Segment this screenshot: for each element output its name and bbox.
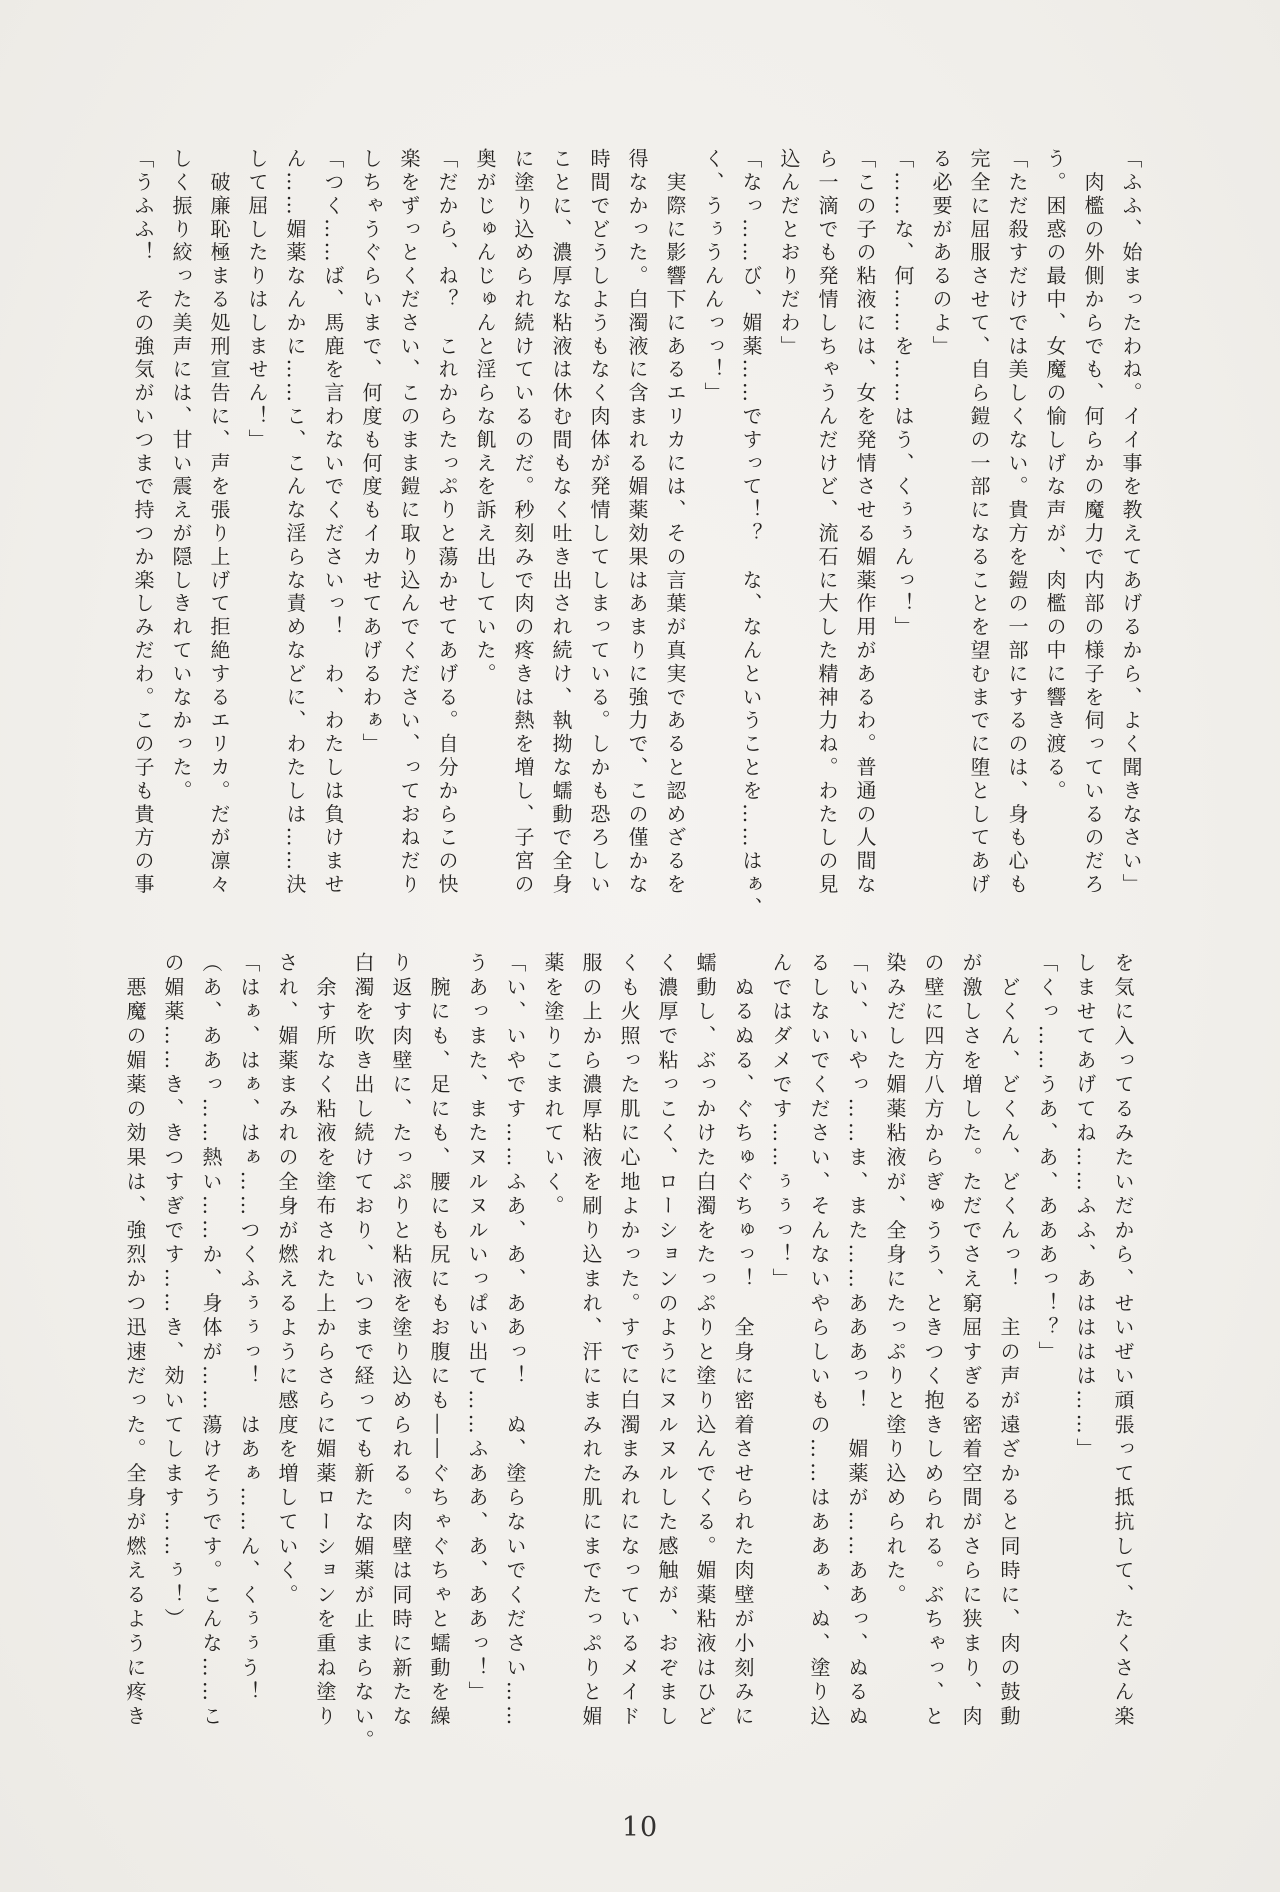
- text-column: 時間でどうしようもなく肉体が発情してしまっている。しかも恐ろしい: [587, 148, 611, 897]
- text-column: 「はぁ、はぁ、はぁ……つくふぅぅっ！ はあぁ……ん、くぅぅう！: [237, 952, 261, 1706]
- text-column: が激しさを増した。ただでさえ窮屈すぎる密着空間がさらに狭まり、肉: [959, 952, 983, 1730]
- text-column: ん……媚薬なんかに……こ、こんな淫らな責めなどに、わたしは……決: [283, 148, 307, 897]
- text-column: う。困惑の最中、女魔の愉しげな声が、肉檻の中に響き渡る。: [1043, 148, 1067, 804]
- text-column: 腕にも、足にも、腰にも尻にもお腹にも――ぐちゃぐちゃと蠕動を繰: [427, 952, 451, 1730]
- text-column: 得なかった。白濁液に含まれる媚薬効果はあまりに強力で、この僅かな: [625, 148, 649, 897]
- text-column: 悪魔の媚薬の効果は、強烈かつ迅速だった。全身が燃えるように疼き: [123, 952, 147, 1730]
- text-column: 「この子の粘液には、女を発情させる媚薬作用があるわ。普通の人間な: [853, 148, 877, 897]
- text-column: んではダメです……ぅぅっ！」: [769, 952, 793, 1293]
- text-column: く濃厚で粘っこく、ローションのようにヌルヌルした感触が、おぞまし: [655, 952, 679, 1730]
- text-column: 「……な、何……を……はう、くぅぅんっ！」: [891, 148, 915, 640]
- text-column: り返す肉壁に、たっぷりと粘液を塗り込められる。肉壁は同時に新たな: [389, 952, 413, 1730]
- page-number: 10: [621, 1812, 659, 1843]
- text-column: して屈したりはしません！」: [245, 148, 269, 453]
- text-column: 薬を塗りこまれていく。: [541, 952, 565, 1220]
- text-column: （あ、ああっ……熱い……か、身体が……蕩けそうです。こんな……こ: [199, 952, 223, 1730]
- text-column: ぬるぬる、ぐちゅぐちゅっ！ 全身に密着させられた肉壁が小刻みに: [731, 952, 755, 1730]
- text-column: くも火照った肌に心地よかった。すでに白濁まみれになっているメイド: [617, 952, 641, 1730]
- text-column: 蠕動し、ぶっかけた白濁をたっぷりと塗り込んでくる。媚薬粘液はひど: [693, 952, 717, 1730]
- text-column: 余す所なく粘液を塗布された上からさらに媚薬ローションを重ね塗り: [313, 952, 337, 1730]
- text-column: 「だから、ね？ これからたっぷりと蕩かせてあげる。自分からこの快: [435, 148, 459, 897]
- text-column: 「なっ……び、媚薬……ですって！？ な、なんということを……はぁ、: [739, 148, 763, 921]
- text-column: 白濁を吹き出し続けており、いつまで経っても新たな媚薬が止まらない。: [351, 952, 375, 1754]
- text-column: く、うぅうんんっっ！」: [701, 148, 725, 406]
- text-column: 込んだとおりだわ」: [777, 148, 801, 359]
- text-column: 「い、いやっ……ま、また……あああっ！ 媚薬が……ああっ、ぬるぬ: [845, 952, 869, 1730]
- text-column: しく振り絞った美声には、甘い震えが隠しきれていなかった。: [169, 148, 193, 804]
- text-column: 実際に影響下にあるエリカには、その言葉が真実であると認めざるを: [663, 148, 687, 897]
- text-column: 「つく……ば、馬鹿を言わないでくださいっ！ わ、わたしは負けませ: [321, 148, 345, 897]
- text-column: しませてあげてね……ふふ、あはははは……」: [1073, 952, 1097, 1463]
- text-column: うあっまた、またヌルヌルいっぱい出て……ふああ、あ、ああっ！」: [465, 952, 489, 1706]
- text-column: に塗り込められ続けているのだ。秒刻みで肉の疼きは熱を増し、子宮の: [511, 148, 535, 897]
- text-column: しちゃうぐらいまで、何度も何度もイカせてあげるわぁ」: [359, 148, 383, 757]
- text-column: 「くっ……うあ、あ、あああっ！？」: [1035, 952, 1059, 1366]
- text-column: どくん、どくん、どくんっ！ 主の声が遠ざかると同時に、肉の鼓動: [997, 952, 1021, 1730]
- text-column: 奥がじゅんじゅんと淫らな飢えを訴え出していた。: [473, 148, 497, 687]
- text-column: るしないでください、そんないやらしいもの……はああぁ、ぬ、塗り込: [807, 952, 831, 1730]
- text-column: ら一滴でも発情しちゃうんだけど、流石に大した精神力ね。わたしの見: [815, 148, 839, 897]
- text-column: を気に入ってるみたいだから、せいぜい頑張って抵抗して、たくさん楽: [1111, 952, 1135, 1730]
- text-column: 染みだした媚薬粘液が、全身にたっぷりと塗り込められた。: [883, 952, 907, 1609]
- text-column: 「ふふ、始まったわね。イイ事を教えてあげるから、よく聞きなさい」: [1119, 148, 1143, 897]
- text-column: 「うふふ！ その強気がいつまで持つか楽しみだわ。この子も貴方の事: [131, 148, 155, 897]
- text-column: され、媚薬まみれの全身が燃えるように感度を増していく。: [275, 952, 299, 1609]
- text-column: 破廉恥極まる処刑宣告に、声を張り上げて拒絶するエリカ。だが凛々: [207, 148, 231, 897]
- text-block-top: [124, 148, 1150, 921]
- text-column: る必要があるのよ」: [929, 148, 953, 359]
- text-column: 完全に屈服させて、自ら鎧の一部になることを望むまでに堕としてあげ: [967, 148, 991, 897]
- text-column: 楽をずっとください、このまま鎧に取り込んでください、っておねだり: [397, 148, 421, 897]
- text-column: 「ただ殺すだけでは美しくない。貴方を鎧の一部にするのは、身も心も: [1005, 148, 1029, 897]
- text-column: 肉檻の外側からでも、何らかの魔力で内部の様子を伺っているのだろ: [1081, 148, 1105, 897]
- text-column: 「い、いやです……ふあ、あ、ああっ！ ぬ、塗らないでください……: [503, 952, 527, 1730]
- text-column: 服の上から濃厚粘液を刷り込まれ、汗にまみれた肌にまでたっぷりと媚: [579, 952, 603, 1730]
- text-column: の媚薬……き、きつすぎです……き、効いてします……ぅ！）: [161, 952, 185, 1633]
- text-column: の壁に四方八方からぎゅうう、ときつく抱きしめられる。ぶちゃっ、と: [921, 952, 945, 1730]
- text-block-bottom: [116, 952, 1142, 1754]
- text-column: ことに、濃厚な粘液は休む間もなく吐き出され続け、執拗な蠕動で全身: [549, 148, 573, 897]
